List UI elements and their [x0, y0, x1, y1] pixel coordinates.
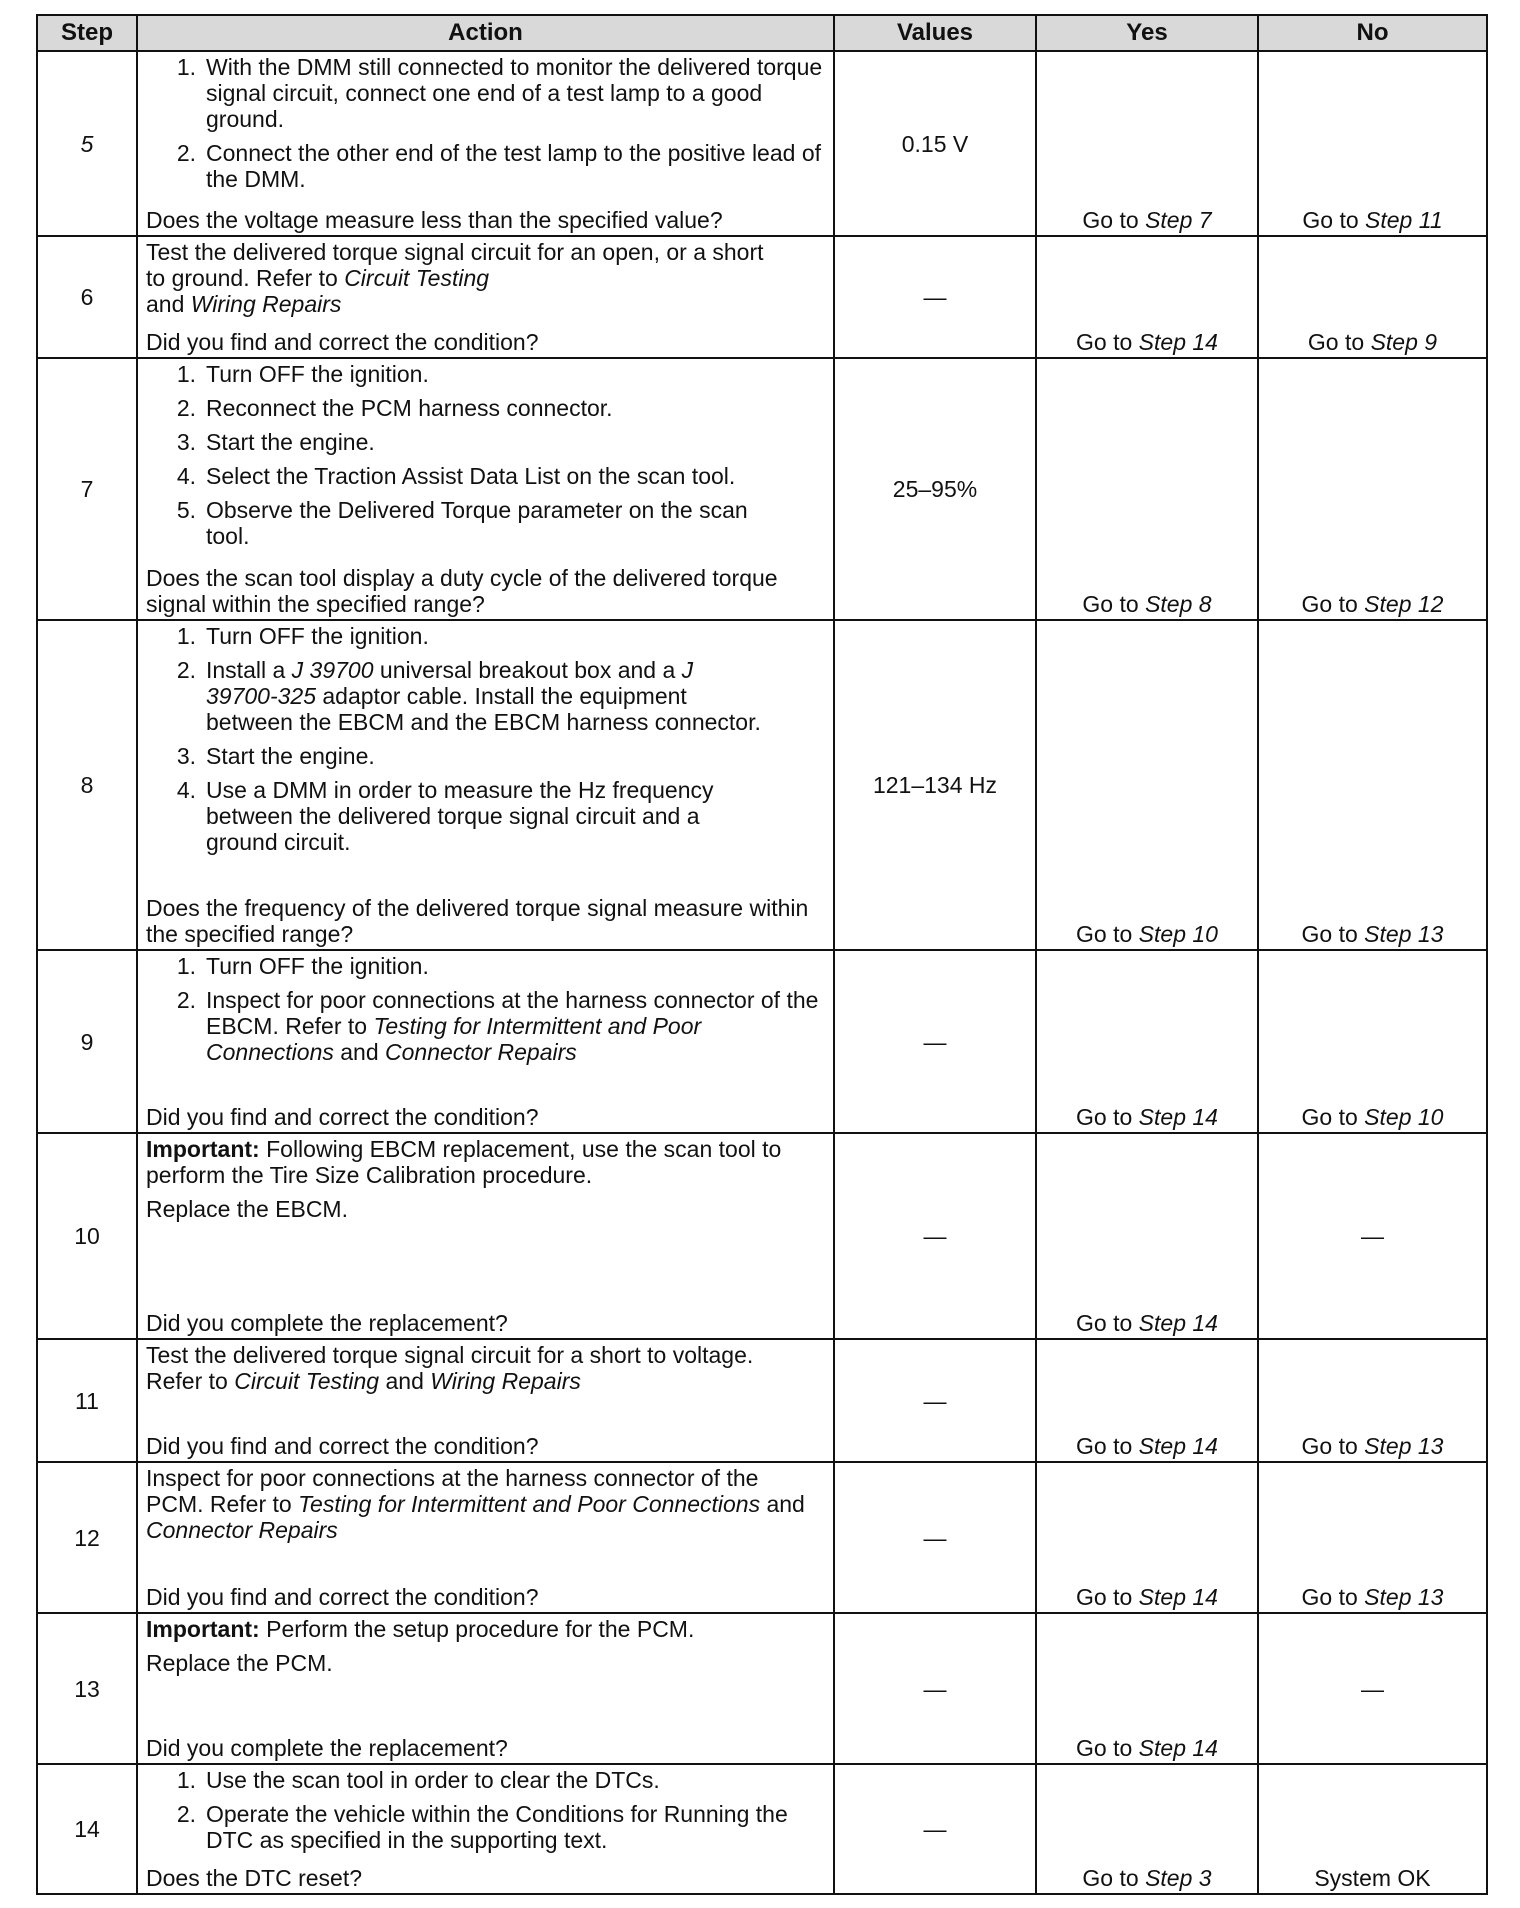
no-cell: —: [1258, 1613, 1487, 1764]
step-number: 14: [37, 1764, 137, 1894]
question-text: Did you complete the replacement?: [146, 1735, 508, 1761]
reference-link[interactable]: Wiring Repairs: [430, 1368, 581, 1394]
no-cell: Go to Step 13: [1258, 1462, 1487, 1613]
header-action: Action: [137, 15, 834, 51]
question-text: Does the voltage measure less than the specified value?: [146, 207, 723, 233]
reference-link[interactable]: Wiring Repairs: [190, 291, 342, 317]
no-cell: Go to Step 13: [1258, 620, 1487, 950]
step-link[interactable]: Step 14: [1138, 1104, 1218, 1130]
header-yes: Yes: [1036, 15, 1258, 51]
action-cell: Test the delivered torque signal circuit for an open, or a short to ground. Refer to Circuit Testing and Wiring Repairs Did you find and correct the condition?: [137, 236, 834, 358]
instruction-text: Replace the EBCM.: [146, 1196, 348, 1222]
table-row: [37, 51, 1487, 236]
step-number: 9: [37, 950, 137, 1133]
header-no: No: [1258, 15, 1487, 51]
value-cell: 0.15 V: [834, 51, 1036, 236]
list-item: 2. Operate the vehicle within the Conditions for Running the DTC as specified in the supporting text.: [176, 1801, 788, 1853]
action-cell: [137, 1764, 834, 1894]
no-cell: Go to Step 12: [1258, 358, 1487, 620]
table-row: [37, 1133, 1487, 1339]
step-link[interactable]: Step 13: [1364, 1433, 1444, 1459]
step-link[interactable]: Step 8: [1145, 591, 1212, 617]
list-item: 2. Reconnect the PCM harness connector.: [176, 395, 613, 421]
action-cell: [137, 620, 834, 950]
question-text: Did you complete the replacement?: [146, 1310, 508, 1336]
list-item: 5. Observe the Delivered Torque parameter on the scan tool.: [176, 497, 748, 549]
list-item: 2. Install a J 39700 universal breakout box and a J 39700-325 adaptor cable. Install the equipment between the EBCM and the EBCM harness connector.: [176, 657, 761, 735]
yes-cell: Go to Step 8: [1036, 358, 1258, 620]
instruction-text: Replace the PCM.: [146, 1650, 333, 1676]
step-link[interactable]: Step 7: [1145, 207, 1212, 233]
step-link[interactable]: Step 13: [1364, 921, 1444, 947]
action-cell: Important: Perform the setup procedure for the PCM. Replace the PCM. Did you complete the replacement?: [137, 1613, 834, 1764]
yes-cell: Go to Step 14: [1036, 1462, 1258, 1613]
value-cell: —: [834, 1462, 1036, 1613]
list-item: 4. Use a DMM in order to measure the Hz frequency between the delivered torque signal circuit and a ground circuit.: [176, 777, 714, 855]
table-row: [37, 358, 1487, 620]
question-text: Does the DTC reset?: [146, 1865, 363, 1891]
step-number: 6: [37, 236, 137, 358]
table-row: [37, 1613, 1487, 1764]
list-item: 2. Connect the other end of the test lamp to the positive lead of the DMM.: [176, 140, 822, 192]
question-text: Did you find and correct the condition?: [146, 1584, 539, 1610]
yes-cell: Go to Step 3: [1036, 1764, 1258, 1894]
question-text: Did you find and correct the condition?: [146, 329, 539, 355]
tool-reference: J 39700: [291, 657, 374, 683]
step-link[interactable]: Step 9: [1370, 329, 1438, 355]
no-cell: Go to Step 10: [1258, 950, 1487, 1133]
reference-link[interactable]: Connector Repairs: [146, 1517, 338, 1543]
yes-cell: Go to Step 14: [1036, 236, 1258, 358]
value-cell: —: [834, 1613, 1036, 1764]
header-step: Step: [37, 15, 137, 51]
reference-link[interactable]: Testing for Intermittent and Poor Connections: [206, 1013, 702, 1065]
table-row: [37, 1339, 1487, 1462]
step-link[interactable]: Step 13: [1364, 1584, 1444, 1610]
action-cell: Important: Following EBCM replacement, use the scan tool to perform the Tire Size Calibration procedure. Replace the EBCM. Did you complete the replacement?: [137, 1133, 834, 1339]
question-text: Did you find and correct the condition?: [146, 1433, 539, 1459]
list-item: 1. Turn OFF the ignition.: [176, 953, 429, 979]
table-row: [37, 1764, 1487, 1894]
yes-cell: Go to Step 7: [1036, 51, 1258, 236]
reference-link[interactable]: Circuit Testing: [344, 265, 490, 291]
yes-cell: Go to Step 14: [1036, 1133, 1258, 1339]
value-cell: —: [834, 1339, 1036, 1462]
diagnostic-table-sheet: [36, 14, 1486, 1895]
step-number: 12: [37, 1462, 137, 1613]
list-item: 3. Start the engine.: [176, 429, 375, 455]
step-link[interactable]: Step 14: [1138, 1735, 1218, 1761]
step-number: 8: [37, 620, 137, 950]
step-number: 7: [37, 358, 137, 620]
question-text: Does the scan tool display a duty cycle of the delivered torque signal within the specified range?: [146, 565, 778, 617]
action-cell: [137, 358, 834, 620]
diagnostic-table: [36, 14, 1488, 1895]
tool-reference: J 39700-325: [206, 657, 694, 709]
no-cell: Go to Step 13: [1258, 1339, 1487, 1462]
header-row: [37, 15, 1487, 51]
yes-cell: Go to Step 14: [1036, 1339, 1258, 1462]
header-values: Values: [834, 15, 1036, 51]
list-item: 3. Start the engine.: [176, 743, 375, 769]
step-number: 13: [37, 1613, 137, 1764]
important-label: Important:: [146, 1616, 260, 1642]
step-link[interactable]: Step 10: [1364, 1104, 1444, 1130]
step-link[interactable]: Step 14: [1138, 1433, 1218, 1459]
value-cell: 121–134 Hz: [834, 620, 1036, 950]
action-cell: [137, 51, 834, 236]
step-number: 10: [37, 1133, 137, 1339]
table-row: [37, 1462, 1487, 1613]
table-row: [37, 236, 1487, 358]
table-row: [37, 620, 1487, 950]
step-link[interactable]: Step 3: [1145, 1865, 1212, 1891]
list-item: 1. With the DMM still connected to monitor the delivered torque signal circuit, connect one end of a test lamp to a good ground.: [176, 54, 823, 132]
reference-link[interactable]: Circuit Testing: [234, 1368, 380, 1394]
value-cell: 25–95%: [834, 358, 1036, 620]
yes-cell: Go to Step 14: [1036, 950, 1258, 1133]
list-item: 1. Turn OFF the ignition.: [176, 361, 429, 387]
yes-cell: Go to Step 10: [1036, 620, 1258, 950]
value-cell: —: [834, 236, 1036, 358]
no-cell: Go to Step 9: [1258, 236, 1487, 358]
step-link[interactable]: Step 10: [1138, 921, 1218, 947]
no-cell: Go to Step 11: [1258, 51, 1487, 236]
value-cell: —: [834, 950, 1036, 1133]
important-label: Important:: [146, 1136, 260, 1162]
list-item: 4. Select the Traction Assist Data List on the scan tool.: [176, 463, 736, 489]
reference-link[interactable]: Testing for Intermittent and Poor Connections: [298, 1491, 761, 1517]
value-cell: —: [834, 1133, 1036, 1339]
yes-cell: Go to Step 14: [1036, 1613, 1258, 1764]
action-cell: Inspect for poor connections at the harness connector of the PCM. Refer to Testing for Intermittent and Poor Connections and Connector Repairs Did you find and correct the condition?: [137, 1462, 834, 1613]
table-row: [37, 950, 1487, 1133]
no-cell: —: [1258, 1133, 1487, 1339]
question-text: Did you find and correct the condition?: [146, 1104, 539, 1130]
step-link[interactable]: Step 11: [1365, 207, 1443, 233]
step-number: 5: [37, 51, 137, 236]
step-link[interactable]: Step 14: [1138, 329, 1218, 355]
value-cell: —: [834, 1764, 1036, 1894]
question-text: Does the frequency of the delivered torque signal measure within the specified range?: [146, 895, 809, 947]
action-cell: [137, 950, 834, 1133]
no-cell: System OK: [1258, 1764, 1487, 1894]
list-item: 2. Inspect for poor connections at the harness connector of the EBCM. Refer to Testing for Intermittent and Poor Connections and Connector Repairs: [176, 987, 819, 1065]
step-link[interactable]: Step 14: [1138, 1584, 1218, 1610]
reference-link[interactable]: Connector Repairs: [385, 1039, 577, 1065]
step-link[interactable]: Step 12: [1364, 591, 1444, 617]
step-link[interactable]: Step 14: [1138, 1310, 1218, 1336]
list-item: 1. Turn OFF the ignition.: [176, 623, 429, 649]
action-cell: Test the delivered torque signal circuit for a short to voltage. Refer to Circuit Testing and Wiring Repairs Did you find and correct the condition?: [137, 1339, 834, 1462]
step-number: 11: [37, 1339, 137, 1462]
list-item: 1. Use the scan tool in order to clear the DTCs.: [176, 1767, 660, 1793]
